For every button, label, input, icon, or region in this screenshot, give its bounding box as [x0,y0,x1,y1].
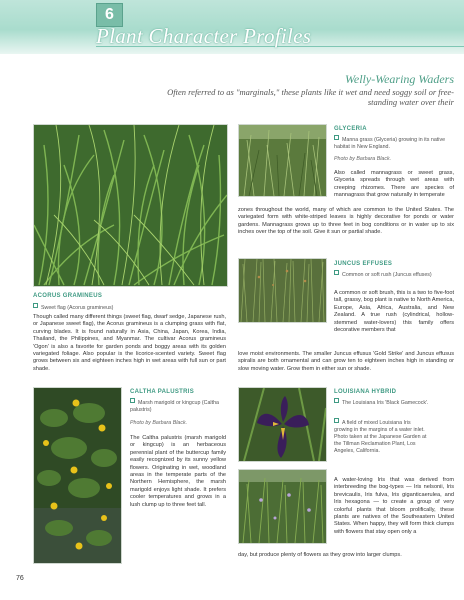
grass-clump-image [34,125,227,286]
glyceria-caption-text: Manna grass (Glyceria) growing in its native habitat in New England. [334,137,446,150]
glyceria-body-top: Also called mannagrass or sweet grass, Glyceria spreads through wet areas with creeping rhizomes. There are species of mannagrass that grow naturally in temperate [334,170,454,199]
louisiana-caption-1 [334,398,454,407]
glyceria-label: GLYCERIA [334,126,367,132]
acorus-caption-text: Sweet flag (Acorus gramineus) [41,305,114,311]
acorus-body: Though called many different things (sweet flag, dwarf sedge, Japanese rush, or Japanese sweet flag), the Acorus gramineus is a clumping grass with flat, curving blades. It is found naturally in Asia, China, Japan, Korea, India, Thailand, the Philippines, and Myanmar. The cultivar Acorus gramineus 'Ogon' is also a favorite for garden ponds and boggy areas with its golden variegated foliage. Also popular is the licorice-scented variety. Sweet flag grows between six and eighteen inches high in wet areas with full sun or part shade. [33,314,226,372]
section-intro: Often referred to as "marginals," these plants like it wet and need soggy soil or free-standing water over their [167,87,454,107]
louisiana-body-bottom: day, but produce plenty of flowers as they grow into larger clumps. [238,552,402,558]
caltha-label: CALTHA PALUSTRIS [130,389,195,395]
manna-grass-image [239,125,326,196]
louisiana-iris-photo [238,387,327,462]
louisiana-caption-2-text: A field of mixed Louisiana Iris growing in the margins of a water inlet. Photo taken at the Japanese Garden at the Tillman Reclamation Plant, Los Angeles, California. [334,420,427,454]
louisiana-label: LOUISIANA HYBRID [334,389,397,395]
chapter-title: Plant Character Profiles [96,24,312,48]
marsh-marigold-image [34,388,121,563]
juncus-label: JUNCUS EFFUSES [334,261,393,267]
iris-flower-image [239,388,326,461]
caltha-caption-text: Marsh marigold or kingcup (Caltha palustris) [130,400,219,413]
caltha-photo [33,387,122,564]
juncus-caption [334,270,454,279]
glyceria-credit: Photo by Barbara Black. [334,156,392,162]
louisiana-caption-2 [334,418,430,455]
soft-rush-image [239,259,326,322]
page-number: 76 [16,575,24,582]
caption-bullet-icon [334,398,339,403]
acorus-label: ACORUS GRAMINEUS [33,293,103,299]
caltha-credit: Photo by Barbara Black. [130,420,188,426]
louisiana-body-top: A water-loving Iris that was derived from interbreeding the bog-types — Iris nelsonii, Iris brevicaulis, Iris fulva, Iris giganticaerulea, and Iris hexagona — to create a group of very colorful plants that bloom prolifically, these plants are natives of the Southeastern United States. When happy, they will form thick clumps with flowers that stay open only a [334,477,454,535]
caption-bullet-icon [33,303,38,308]
caption-bullet-icon [334,270,339,275]
iris-field-image [239,470,326,543]
glyceria-photo [238,124,327,197]
acorus-caption [33,303,226,312]
juncus-body-bottom: love moist environments. The smaller Juncus effusus 'Gold Strike' and Juncus effusus spiralis are both ornamental and can grow ten to eighteen inches high in standing or slow moving water. Grow them in either sun or shade. [238,351,454,372]
juncus-photo [238,258,327,323]
louisiana-caption-1-text: The Louisiana Iris 'Black Gamecock'. [342,400,429,406]
juncus-body-top: A common or soft brush, this is a two to five-foot tall, grassy, bog plant is native to North America, Europe, Asia, Africa, Australia, and New Zealand. A true rush (cylindrical, hollow-stemmed water-lovers) this family offers decorative members that [334,290,454,334]
glyceria-caption [334,135,454,151]
chapter-number-badge: 6 [96,3,123,27]
juncus-caption-text: Common or soft rush (Juncus effuses) [342,272,432,278]
caption-bullet-icon [130,398,135,403]
caption-bullet-icon [334,135,339,140]
glyceria-body-bottom: zones throughout the world, many of which are common to the United States. The variegated form with white-striped leaves is highly decorative for ponds or water gardens. Mannagrass grows up to three feet in bog conditions or in water up to six inches over the top of the soil. Give it sun or partial shade. [238,207,454,236]
caption-bullet-icon [334,418,339,423]
caltha-caption [130,398,226,414]
section-heading: Welly-Wearing Waders [345,72,454,86]
acorus-photo [33,124,228,287]
caltha-body: The Caltha palustris (marsh marigold or kingcup) is an herbaceous perennial plant of the buttercup family easily recognized by its sunny yellow flowers. Originating in wet, woodland areas in the temperate parts of the Northern Hemisphere, the marsh marigold enjoys light shade. It prefers cooler temperatures and grows in a lush clump up to three feet tall. [130,435,226,508]
louisiana-field-photo [238,469,327,544]
